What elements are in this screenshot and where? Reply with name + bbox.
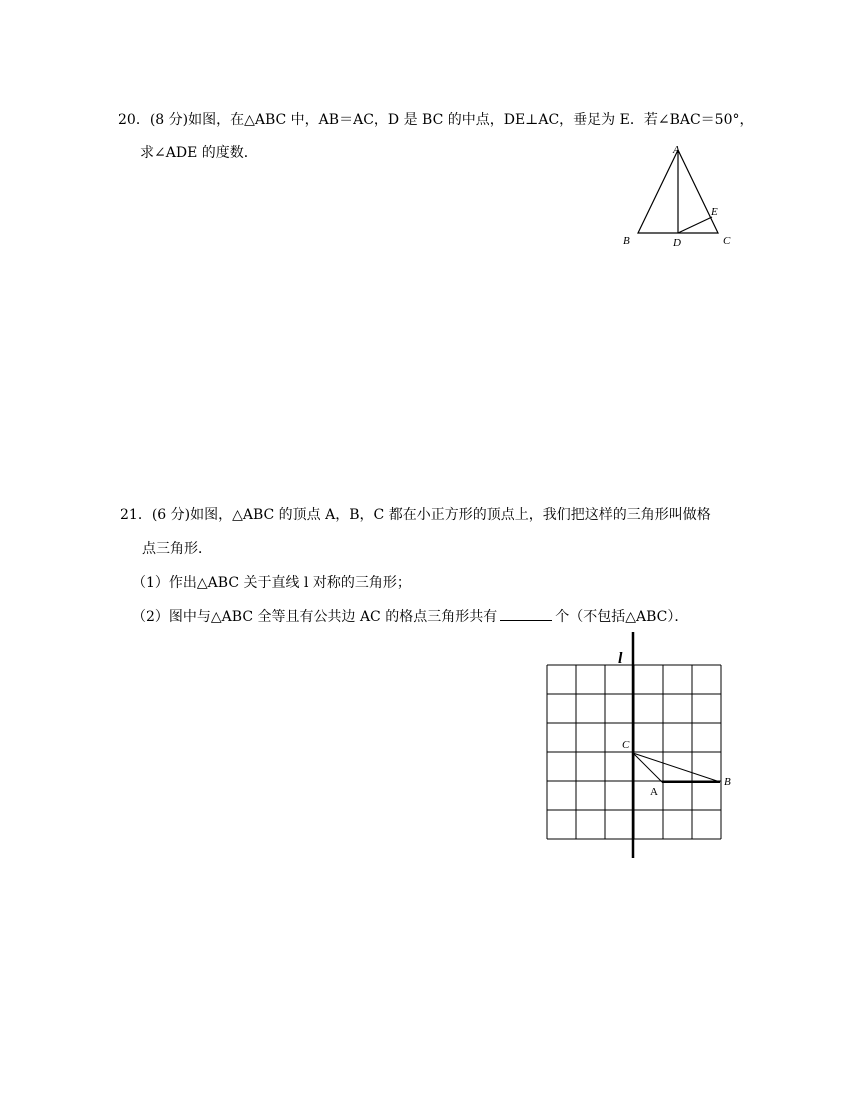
label-a: A [650,786,658,798]
q21-line1: 21．(6 分)如图，△ABC 的顶点 A，B，C 都在小正方形的顶点上，我们把这样的三角形叫做格 [120,507,711,523]
label-d: D [673,237,681,249]
label-e: E [711,206,718,218]
label-c: C [723,235,731,247]
q20-triangle-figure [600,135,750,255]
q21-grid-figure [540,630,740,862]
q21-sub1: （1）作出△ABC 关于直线 l 对称的三角形； [132,575,411,591]
answer-blank [500,606,552,621]
label-b: B [724,776,731,788]
label-a: A [673,144,680,156]
label-l: l [618,650,623,667]
triangle-abc [633,753,720,782]
label-b: B [623,235,630,247]
q20-line1: 20．(8 分)如图，在△ABC 中，AB＝AC，D 是 BC 的中点，DE⊥AC，垂足为 E．若∠BAC＝50°， [118,112,754,128]
q21-sub2-after: 个（不包括△ABC）． [555,609,689,625]
label-c: C [622,739,630,751]
segment-de [678,217,712,233]
q21-sub2-before: （2）图中与△ABC 全等且有公共边 AC 的格点三角形共有 [132,609,498,625]
q20-line2: 求∠ADE 的度数． [140,145,258,161]
q21-line2: 点三角形． [142,541,212,557]
q21-sub2 [132,606,688,627]
